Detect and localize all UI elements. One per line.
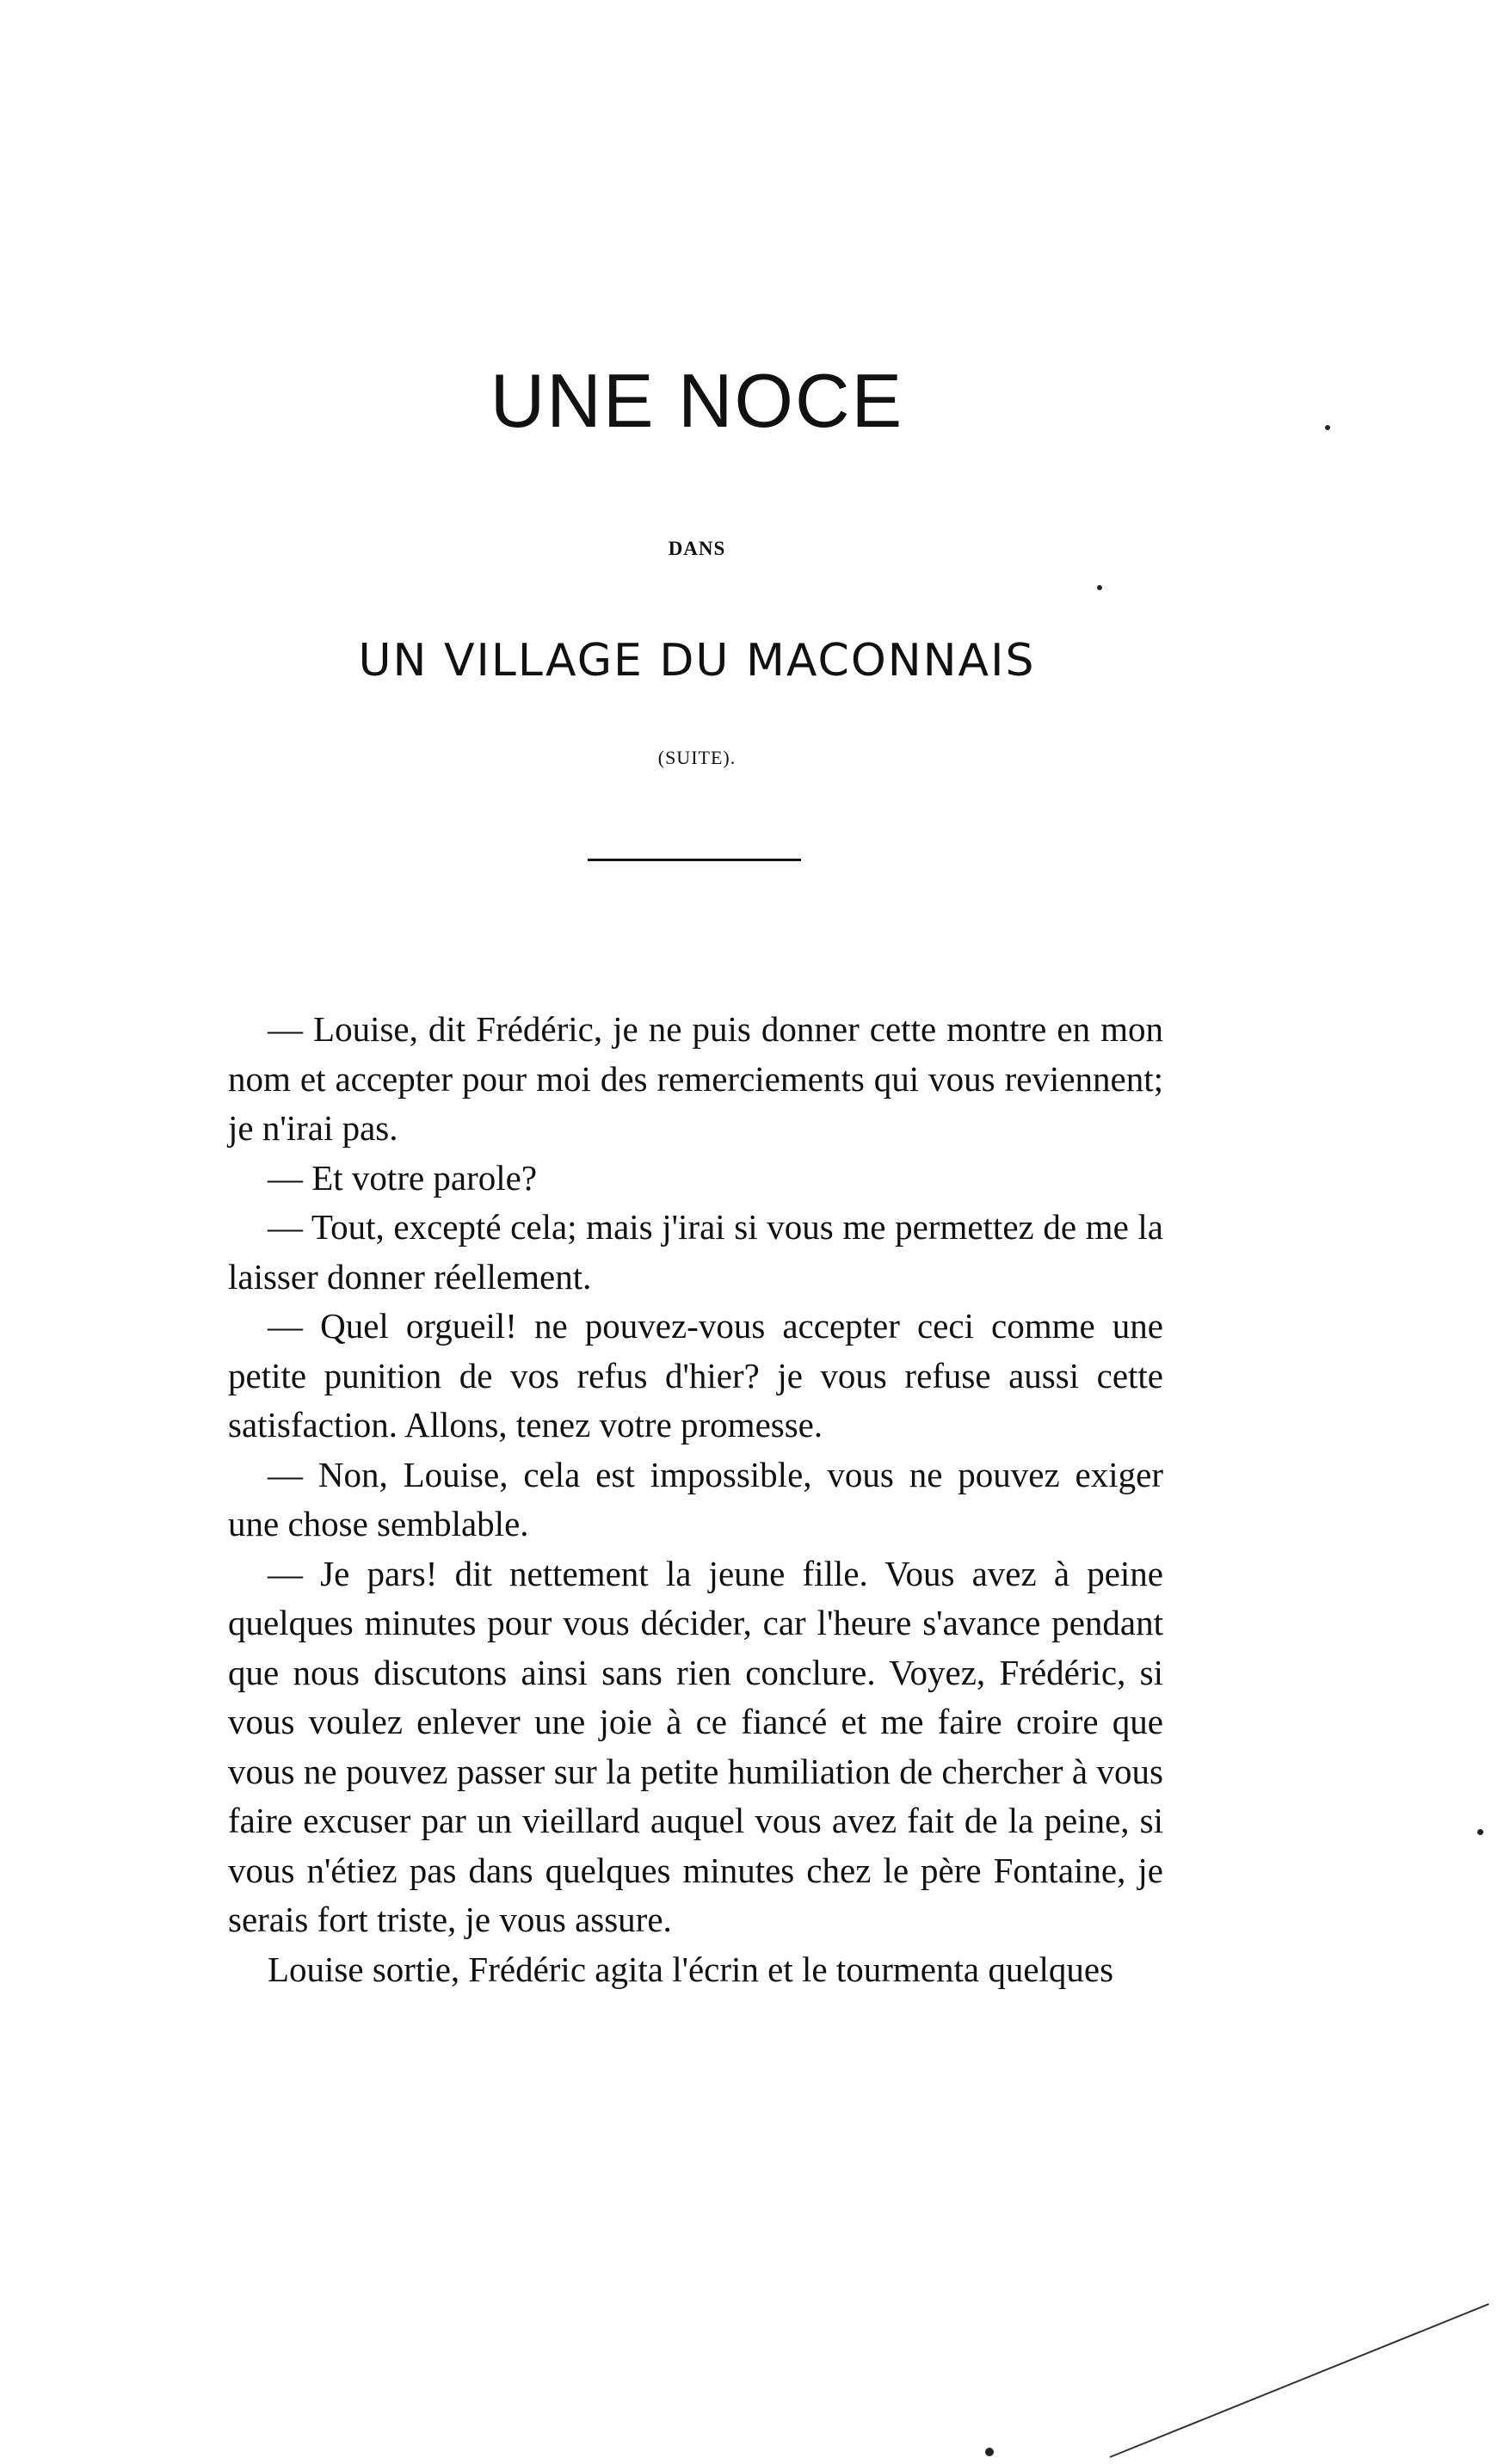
page-subtitle: UN VILLAGE DU MACONNAIS: [358, 635, 1036, 687]
section-divider: [588, 859, 801, 861]
paragraph: — Quel orgueil! ne pouvez-vous accepter ceci comme une petite punition de vos refus d'hier? je vous refuse aussi cette satisfaction. Allons, tenez votre promesse.: [228, 1306, 1163, 1445]
scan-speck: [1097, 585, 1102, 590]
body-text: [228, 1005, 1163, 1994]
paragraph: — Tout, excepté cela; mais j'irai si vous me permettez de me la laisser donner réellement.: [228, 1207, 1163, 1297]
scan-speck: [1325, 425, 1330, 430]
paragraph: — Je pars! dit nettement la jeune fille. Vous avez à peine quelques minutes pour vous décider, car l'heure s'avance pendant que nous discutons ainsi sans rien conclure. Voyez, Frédéric, si vous voulez enlever une joie à ce fiancé et me faire croire que vous ne pouvez passer sur la petite humiliation de chercher à vous faire excuser par un vieillard auquel vous avez fait de la peine, si vous n'étiez pas dans quelques minutes chez le père Fontaine, je serais fort triste, je vous assure.: [228, 1553, 1163, 1939]
page-title: UNE NOCE: [490, 358, 904, 443]
paragraph: — Non, Louise, cela est impossible, vous ne pouvez exiger une chose semblable.: [228, 1454, 1163, 1543]
paragraph: Louise sortie, Frédéric agita l'écrin et le tourmenta quelques: [268, 1949, 1114, 1989]
scan-speck: [1477, 1829, 1483, 1835]
paragraph: — Et votre parole?: [268, 1157, 538, 1198]
continuation-note: (SUITE).: [657, 747, 737, 768]
scan-speck: [985, 2448, 994, 2456]
scan-edge-line: [1110, 2303, 1489, 2458]
paragraph: — Louise, dit Frédéric, je ne puis donner cette montre en mon nom et accepter pour moi des remerciements qui vous reviennent; je n'irai pas.: [228, 1009, 1163, 1148]
title-connector: DANS: [668, 538, 726, 559]
